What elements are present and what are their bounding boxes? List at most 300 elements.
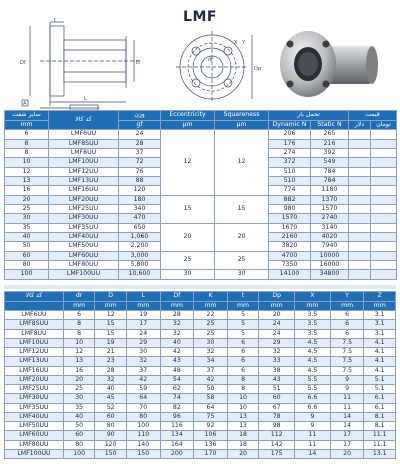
dimension-value-cell: 18: [227, 440, 259, 449]
dimension-value-cell: 20: [330, 449, 364, 458]
dimension-value-cell: 200: [160, 449, 194, 458]
dimension-value-cell: 12: [95, 311, 127, 320]
shaft-size-cell: 12: [5, 167, 49, 176]
dimension-value-cell: 17: [330, 431, 364, 440]
dimension-value-cell: 18: [227, 431, 259, 440]
dimension-header: dr: [63, 292, 95, 302]
dynamic-load-cell: 3820: [269, 242, 311, 251]
static-load-cell: 784: [311, 176, 349, 185]
dimension-value-cell: 164: [160, 440, 194, 449]
code-cell: LMF8UU: [49, 148, 119, 157]
dimension-value-cell: 67: [259, 403, 295, 412]
code-cell: LMF60UU: [49, 251, 119, 260]
dimension-row: [5, 422, 396, 431]
dimension-value-cell: 80: [126, 412, 160, 421]
dimension-value-cell: 37: [194, 366, 228, 375]
dimension-value-cell: 10: [227, 403, 259, 412]
dimension-value-cell: 80: [95, 422, 127, 431]
dimension-value-cell: 32: [160, 329, 194, 338]
header-weight: وزن: [119, 111, 161, 121]
dimension-value-cell: 4.1: [364, 348, 396, 357]
static-load-cell: 784: [311, 167, 349, 176]
dimension-value-cell: 30: [63, 394, 95, 403]
code-cell: LMF30UU: [49, 214, 119, 223]
price-toman-cell: [371, 270, 397, 279]
dimension-unit: mm: [364, 301, 396, 311]
dimension-value-cell: 6: [227, 338, 259, 347]
dimension-unit: mm: [295, 301, 331, 311]
dimension-value-cell: 8: [227, 385, 259, 394]
code-cell: LMF16UU: [49, 186, 119, 195]
dimension-code-cell: LMF30UU: [5, 394, 64, 403]
dimension-value-cell: 150: [126, 449, 160, 458]
dimension-value-cell: 75: [194, 412, 228, 421]
dimension-value-cell: 7.5: [330, 348, 364, 357]
spec-table: [4, 110, 397, 280]
squareness-cell: 20: [215, 223, 269, 251]
product-photo: [268, 26, 390, 102]
dimension-value-cell: 4.1: [364, 338, 396, 347]
shaft-size-cell: 30: [5, 214, 49, 223]
dimension-value-cell: 9: [330, 385, 364, 394]
eccentricity-cell: 20: [161, 223, 215, 251]
dimension-value-cell: 4.1: [364, 366, 396, 375]
dimension-value-cell: 116: [160, 422, 194, 431]
weight-cell: 120: [119, 186, 161, 195]
dimension-value-cell: 38: [259, 366, 295, 375]
code-cell: LMF6UU: [49, 130, 119, 139]
dimension-value-cell: 50: [194, 385, 228, 394]
dimension-unit: mm: [330, 301, 364, 311]
dimension-value-cell: 98: [259, 422, 295, 431]
dimension-value-cell: 32: [160, 320, 194, 329]
spec-row: [5, 270, 397, 279]
weight-cell: 76: [119, 167, 161, 176]
price-dollar-cell: [349, 223, 371, 232]
price-toman-cell: [371, 176, 397, 185]
dimension-value-cell: 4.1: [364, 357, 396, 366]
dimension-value-cell: 4.5: [295, 357, 331, 366]
shaft-size-cell: 10: [5, 158, 49, 167]
header-area: [4, 6, 396, 106]
label-dr: dr: [208, 57, 214, 63]
spec-table-body: [5, 130, 397, 280]
dimension-value-cell: 29: [259, 338, 295, 347]
dimension-value-cell: 42: [126, 375, 160, 384]
price-dollar-cell: [349, 270, 371, 279]
dimension-value-cell: 20: [63, 375, 95, 384]
dimension-header-row: [5, 292, 396, 302]
eccentricity-cell: 15: [161, 195, 215, 223]
dimension-value-cell: 78: [259, 412, 295, 421]
dimension-unit: [5, 301, 64, 311]
dimension-value-cell: 3.5: [295, 329, 331, 338]
dimension-value-cell: 40: [63, 412, 95, 421]
dimension-value-cell: 11: [330, 394, 364, 403]
dimension-code-cell: LMF8UU: [5, 329, 64, 338]
dimension-value-cell: 6: [330, 311, 364, 320]
dimension-value-cell: 60: [63, 431, 95, 440]
weight-cell: 72: [119, 158, 161, 167]
dimension-header: K: [194, 292, 228, 302]
dimension-unit-row: [5, 301, 396, 311]
dynamic-load-cell: 1570: [269, 214, 311, 223]
weight-cell: 2,200: [119, 242, 161, 251]
dimension-value-cell: 5.5: [295, 385, 331, 394]
dimension-code-cell: LMF100UU: [5, 449, 64, 458]
dimension-unit: mm: [95, 301, 127, 311]
weight-cell: 650: [119, 223, 161, 232]
dimension-value-cell: 140: [126, 440, 160, 449]
spec-row: [5, 251, 397, 260]
dimension-value-cell: 22: [194, 311, 228, 320]
dimension-header: L: [126, 292, 160, 302]
dimension-value-cell: 5.5: [295, 375, 331, 384]
shaft-size-cell: 80: [5, 261, 49, 270]
dimension-row: [5, 320, 396, 329]
dimension-value-cell: 25: [194, 329, 228, 338]
dimension-code-cell: LMF80UU: [5, 440, 64, 449]
dimension-table: [4, 291, 396, 459]
dimension-value-cell: 96: [160, 412, 194, 421]
spec-row: [5, 223, 397, 232]
dimension-value-cell: 6.6: [295, 403, 331, 412]
dimension-value-cell: 106: [194, 431, 228, 440]
dynamic-load-cell: 176: [269, 139, 311, 148]
weight-cell: 3,000: [119, 251, 161, 260]
price-dollar-cell: [349, 251, 371, 260]
weight-cell: 1,060: [119, 232, 161, 241]
price-dollar-cell: [349, 148, 371, 157]
dimension-code-cell: LMF13UU: [5, 357, 64, 366]
dimension-row: [5, 394, 396, 403]
dimension-value-cell: 43: [259, 375, 295, 384]
weight-cell: 37: [119, 148, 161, 157]
dimension-value-cell: 14: [295, 449, 331, 458]
weight-cell: 340: [119, 204, 161, 213]
dimension-code-cell: LMF25UU: [5, 385, 64, 394]
shaft-size-cell: 25: [5, 204, 49, 213]
dimension-value-cell: 32: [126, 357, 160, 366]
dimension-value-cell: 6.1: [364, 403, 396, 412]
dimension-value-cell: 11: [295, 440, 331, 449]
spec-row: [5, 130, 397, 139]
dimension-value-cell: 40: [160, 338, 194, 347]
price-toman-cell: [371, 186, 397, 195]
price-dollar-cell: [349, 130, 371, 139]
static-load-cell: 216: [311, 139, 349, 148]
dimension-value-cell: 60: [259, 394, 295, 403]
label-Df: Df: [20, 60, 26, 66]
dimension-value-cell: 21: [95, 348, 127, 357]
dimension-code-cell: LMF6UU: [5, 311, 64, 320]
dimension-value-cell: 92: [194, 422, 228, 431]
dimension-code-cell: LMF10UU: [5, 338, 64, 347]
dimension-value-cell: 62: [160, 385, 194, 394]
dimension-value-cell: 58: [194, 394, 228, 403]
price-toman-cell: [371, 261, 397, 270]
dimension-value-cell: 6: [330, 329, 364, 338]
code-cell: LMF10UU: [49, 158, 119, 167]
dynamic-load-cell: 274: [269, 148, 311, 157]
code-cell: LMF50UU: [49, 242, 119, 251]
price-toman-cell: [371, 204, 397, 213]
dimension-value-cell: 42: [194, 375, 228, 384]
dimension-value-cell: 6: [227, 357, 259, 366]
price-dollar-cell: [349, 139, 371, 148]
dimension-code-cell: LMF12UU: [5, 348, 64, 357]
dimension-value-cell: 28: [95, 366, 127, 375]
dimension-value-cell: 32: [194, 348, 228, 357]
static-load-cell: 1180: [311, 186, 349, 195]
price-toman-cell: [371, 242, 397, 251]
dimension-value-cell: 74: [160, 394, 194, 403]
dimension-value-cell: 82: [160, 403, 194, 412]
squareness-cell: 25: [215, 251, 269, 270]
dimension-value-cell: 70: [126, 403, 160, 412]
dimension-value-cell: 24: [259, 320, 295, 329]
dimension-value-cell: 30: [194, 338, 228, 347]
dimension-value-cell: 29: [126, 338, 160, 347]
dynamic-load-cell: 510: [269, 167, 311, 176]
shaft-size-cell: 16: [5, 186, 49, 195]
dimension-value-cell: 80: [63, 440, 95, 449]
dimension-value-cell: 5.1: [364, 375, 396, 384]
dimension-row: [5, 385, 396, 394]
page-title: LMF: [183, 9, 217, 25]
dimension-value-cell: 23: [95, 357, 127, 366]
price-dollar-cell: [349, 195, 371, 204]
dimension-value-cell: 3.1: [364, 329, 396, 338]
spec-row: [5, 195, 397, 204]
dimension-value-cell: 32: [259, 348, 295, 357]
dimension-row: [5, 440, 396, 449]
dimension-row: [5, 431, 396, 440]
unit-squareness: μm: [215, 120, 269, 130]
unit-eccentricity: μm: [161, 120, 215, 130]
label-t: t: [54, 18, 56, 24]
shaft-size-cell: 8: [5, 148, 49, 157]
code-cell: LMF35UU: [49, 223, 119, 232]
dimension-value-cell: 6: [63, 311, 95, 320]
catalog-page: [4, 6, 396, 460]
dimension-row: [5, 449, 396, 458]
dimension-header: X: [295, 292, 331, 302]
dimension-code-cell: LMF40UU: [5, 412, 64, 421]
dimension-value-cell: 142: [259, 440, 295, 449]
price-toman-cell: [371, 232, 397, 241]
dimension-value-cell: 11.1: [364, 431, 396, 440]
dimension-value-cell: 13: [63, 357, 95, 366]
unit-toman: تومان: [371, 120, 397, 130]
shaft-size-cell: 50: [5, 242, 49, 251]
dimension-value-cell: 52: [95, 403, 127, 412]
dynamic-load-cell: 14100: [269, 270, 311, 279]
header-load: تحمل بار: [269, 111, 349, 121]
dimension-value-cell: 3.5: [295, 320, 331, 329]
code-cell: LMF25UU: [49, 204, 119, 213]
dimension-value-cell: 28: [160, 311, 194, 320]
dimension-value-cell: 19: [95, 338, 127, 347]
dimension-row: [5, 375, 396, 384]
dimension-row: [5, 403, 396, 412]
price-toman-cell: [371, 148, 397, 157]
static-load-cell: 549: [311, 158, 349, 167]
dimension-value-cell: 16: [63, 366, 95, 375]
static-load-cell: 7940: [311, 242, 349, 251]
static-load-cell: 16000: [311, 261, 349, 270]
dimension-value-cell: 24: [259, 329, 295, 338]
dimension-value-cell: 60: [95, 412, 127, 421]
dimension-value-cell: 37: [126, 366, 160, 375]
dimension-value-cell: 48: [160, 366, 194, 375]
dimension-value-cell: 15: [95, 329, 127, 338]
dimension-value-cell: 43: [160, 357, 194, 366]
dimension-value-cell: 110: [126, 431, 160, 440]
dimension-value-cell: 64: [126, 394, 160, 403]
dynamic-load-cell: 980: [269, 204, 311, 213]
dimension-value-cell: 34: [194, 357, 228, 366]
dynamic-load-cell: 774: [269, 186, 311, 195]
dimension-value-cell: 6: [227, 348, 259, 357]
price-toman-cell: [371, 214, 397, 223]
dimension-value-cell: 90: [95, 431, 127, 440]
dimension-value-cell: 51: [259, 385, 295, 394]
dimension-value-cell: 4.5: [295, 338, 331, 347]
header-price: قیمت: [349, 111, 397, 121]
dimension-header: Df: [160, 292, 194, 302]
dimension-value-cell: 42: [160, 348, 194, 357]
dimension-value-cell: 5.1: [364, 385, 396, 394]
label-D: D: [136, 60, 140, 66]
dimension-code-cell: LMF35UU: [5, 403, 64, 412]
header-code: کد کالا: [49, 111, 119, 130]
dimension-row: [5, 357, 396, 366]
dimension-row: [5, 311, 396, 320]
static-load-cell: 265: [311, 130, 349, 139]
squareness-cell: 12: [215, 130, 269, 195]
static-load-cell: 4020: [311, 232, 349, 241]
price-toman-cell: [371, 223, 397, 232]
dimension-value-cell: 13: [227, 422, 259, 431]
dimension-value-cell: 5: [227, 320, 259, 329]
dimension-code-cell: LMF60UU: [5, 431, 64, 440]
dimension-value-cell: 35: [63, 403, 95, 412]
dimension-value-cell: 5: [227, 311, 259, 320]
weight-cell: 5,800: [119, 261, 161, 270]
dimension-value-cell: 100: [63, 449, 95, 458]
price-toman-cell: [371, 139, 397, 148]
price-dollar-cell: [349, 167, 371, 176]
dimension-header: Y: [330, 292, 364, 302]
dimension-table-body: [5, 311, 396, 459]
label-X: X: [234, 40, 238, 46]
dimension-value-cell: 7.5: [330, 357, 364, 366]
price-dollar-cell: [349, 158, 371, 167]
shaft-size-cell: 35: [5, 223, 49, 232]
static-load-cell: 34800: [311, 270, 349, 279]
header-shaft-size: سایز شفت: [5, 111, 49, 121]
dimension-row: [5, 329, 396, 338]
dynamic-load-cell: 372: [269, 158, 311, 167]
dimension-unit: mm: [63, 301, 95, 311]
dimension-value-cell: 30: [126, 348, 160, 357]
price-toman-cell: [371, 167, 397, 176]
dynamic-load-cell: 4700: [269, 251, 311, 260]
dimension-value-cell: 120: [95, 440, 127, 449]
dimension-value-cell: 3.1: [364, 320, 396, 329]
price-dollar-cell: [349, 176, 371, 185]
dimension-value-cell: 4.5: [295, 348, 331, 357]
dimension-value-cell: 32: [95, 375, 127, 384]
code-cell: LMF13UU: [49, 176, 119, 185]
dimension-value-cell: 6.6: [295, 394, 331, 403]
dimension-value-cell: 20: [259, 311, 295, 320]
price-dollar-cell: [349, 214, 371, 223]
dimension-value-cell: 25: [63, 385, 95, 394]
shaft-size-cell: 13: [5, 176, 49, 185]
dimension-header: t: [227, 292, 259, 302]
dimension-unit: mm: [160, 301, 194, 311]
label-Dp: Dp: [254, 66, 262, 72]
static-load-cell: 10000: [311, 251, 349, 260]
dimension-row: [5, 348, 396, 357]
unit-shaft: mm: [5, 120, 49, 130]
price-dollar-cell: [349, 261, 371, 270]
code-cell: LMF20UU: [49, 195, 119, 204]
weight-cell: 24: [119, 130, 161, 139]
code-cell: LMF12UU: [49, 167, 119, 176]
eccentricity-cell: 12: [161, 130, 215, 195]
shaft-size-cell: 100: [5, 270, 49, 279]
dimension-value-cell: 14: [330, 412, 364, 421]
dimension-unit: mm: [227, 301, 259, 311]
dimension-value-cell: 6: [227, 366, 259, 375]
price-dollar-cell: [349, 186, 371, 195]
dynamic-load-cell: 1670: [269, 223, 311, 232]
eccentricity-cell: 30: [161, 270, 215, 279]
dimension-value-cell: 24: [126, 329, 160, 338]
dimension-value-cell: 10: [63, 338, 95, 347]
dimension-code-cell: LMF20UU: [5, 375, 64, 384]
dimension-value-cell: 150: [95, 449, 127, 458]
dimension-value-cell: 134: [160, 431, 194, 440]
dimension-code-cell: LMF8SUU: [5, 320, 64, 329]
price-toman-cell: [371, 130, 397, 139]
dimension-value-cell: 8: [227, 375, 259, 384]
dimension-value-cell: 6: [330, 320, 364, 329]
dimension-value-cell: 59: [126, 385, 160, 394]
dimension-value-cell: 3.5: [295, 311, 331, 320]
dimension-unit: mm: [126, 301, 160, 311]
dimension-header: Dp: [259, 292, 295, 302]
dimension-value-cell: 9: [295, 422, 331, 431]
dimension-value-cell: 19: [126, 311, 160, 320]
dimension-value-cell: 17: [330, 440, 364, 449]
unit-static: Static N: [311, 120, 349, 130]
weight-cell: 180: [119, 195, 161, 204]
dimension-row: [5, 338, 396, 347]
dimension-value-cell: 7.5: [330, 338, 364, 347]
price-toman-cell: [371, 251, 397, 260]
dimension-value-cell: 170: [194, 449, 228, 458]
dynamic-load-cell: 510: [269, 176, 311, 185]
price-dollar-cell: [349, 232, 371, 241]
dynamic-load-cell: 206: [269, 130, 311, 139]
shaft-size-cell: 20: [5, 195, 49, 204]
eccentricity-cell: 25: [161, 251, 215, 270]
shaft-size-cell: 60: [5, 251, 49, 260]
